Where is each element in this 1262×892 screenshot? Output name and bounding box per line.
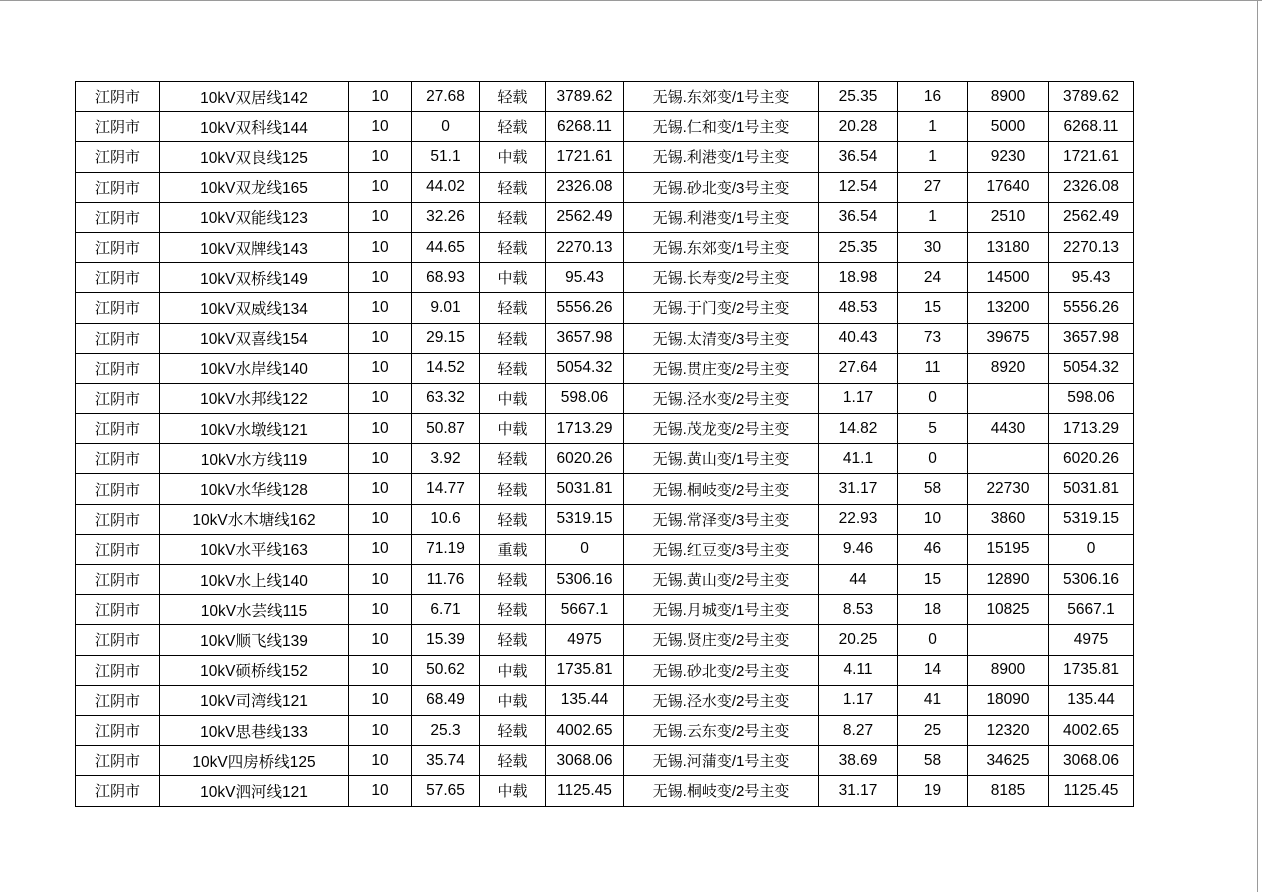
load-status-cell: 轻载	[480, 202, 546, 232]
capacity-cell	[968, 444, 1049, 474]
table-row	[76, 323, 1134, 353]
line-name-cell: 10kV双良线125	[160, 142, 349, 172]
transformer-cell: 无锡.茂龙变/2号主变	[624, 414, 819, 444]
transformer-load-rate-cell: 12.54	[819, 172, 898, 202]
capacity-cell: 8900	[968, 655, 1049, 685]
available-capacity-cell: 2270.13	[546, 232, 624, 262]
remaining-capacity-cell: 5031.81	[1049, 474, 1134, 504]
remaining-capacity-cell: 4002.65	[1049, 715, 1134, 745]
available-capacity-cell: 5031.81	[546, 474, 624, 504]
voltage-cell: 10	[349, 444, 412, 474]
transformer-load-rate-cell: 20.25	[819, 625, 898, 655]
transformer-cell: 无锡.砂北变/3号主变	[624, 172, 819, 202]
remaining-capacity-cell: 5054.32	[1049, 353, 1134, 383]
count-cell: 25	[898, 715, 968, 745]
transformer-cell: 无锡.泾水变/2号主变	[624, 685, 819, 715]
voltage-cell: 10	[349, 746, 412, 776]
capacity-cell: 14500	[968, 263, 1049, 293]
available-capacity-cell: 6268.11	[546, 112, 624, 142]
voltage-cell: 10	[349, 293, 412, 323]
city-cell: 江阴市	[76, 776, 160, 806]
transformer-cell: 无锡.东郊变/1号主变	[624, 82, 819, 112]
voltage-cell: 10	[349, 383, 412, 413]
remaining-capacity-cell: 135.44	[1049, 685, 1134, 715]
available-capacity-cell: 0	[546, 534, 624, 564]
voltage-cell: 10	[349, 595, 412, 625]
remaining-capacity-cell: 6268.11	[1049, 112, 1134, 142]
table-row	[76, 414, 1134, 444]
table-row	[76, 142, 1134, 172]
load-rate-cell: 6.71	[412, 595, 480, 625]
voltage-cell: 10	[349, 323, 412, 353]
remaining-capacity-cell: 0	[1049, 534, 1134, 564]
transformer-load-rate-cell: 44	[819, 565, 898, 595]
line-name-cell: 10kV双威线134	[160, 293, 349, 323]
capacity-cell: 13200	[968, 293, 1049, 323]
city-cell: 江阴市	[76, 263, 160, 293]
table-row	[76, 565, 1134, 595]
available-capacity-cell: 4975	[546, 625, 624, 655]
transformer-cell: 无锡.贤庄变/2号主变	[624, 625, 819, 655]
count-cell: 73	[898, 323, 968, 353]
table-row	[76, 172, 1134, 202]
table-row	[76, 112, 1134, 142]
line-name-cell: 10kV水墩线121	[160, 414, 349, 444]
transformer-cell: 无锡.太清变/3号主变	[624, 323, 819, 353]
count-cell: 5	[898, 414, 968, 444]
load-status-cell: 轻载	[480, 353, 546, 383]
count-cell: 0	[898, 625, 968, 655]
city-cell: 江阴市	[76, 383, 160, 413]
available-capacity-cell: 6020.26	[546, 444, 624, 474]
table-row	[76, 474, 1134, 504]
transformer-load-rate-cell: 8.53	[819, 595, 898, 625]
line-name-cell: 10kV司湾线121	[160, 685, 349, 715]
capacity-cell	[968, 625, 1049, 655]
voltage-cell: 10	[349, 534, 412, 564]
transformer-load-rate-cell: 9.46	[819, 534, 898, 564]
remaining-capacity-cell: 1721.61	[1049, 142, 1134, 172]
load-status-cell: 重载	[480, 534, 546, 564]
count-cell: 1	[898, 202, 968, 232]
load-status-cell: 轻载	[480, 323, 546, 353]
remaining-capacity-cell: 5556.26	[1049, 293, 1134, 323]
voltage-cell: 10	[349, 625, 412, 655]
line-name-cell: 10kV双桥线149	[160, 263, 349, 293]
load-status-cell: 轻载	[480, 715, 546, 745]
transformer-cell: 无锡.常泽变/3号主变	[624, 504, 819, 534]
load-status-cell: 轻载	[480, 565, 546, 595]
count-cell: 10	[898, 504, 968, 534]
capacity-cell: 8920	[968, 353, 1049, 383]
remaining-capacity-cell: 2562.49	[1049, 202, 1134, 232]
remaining-capacity-cell: 5306.16	[1049, 565, 1134, 595]
voltage-cell: 10	[349, 414, 412, 444]
load-rate-cell: 68.93	[412, 263, 480, 293]
transformer-cell: 无锡.贯庄变/2号主变	[624, 353, 819, 383]
city-cell: 江阴市	[76, 293, 160, 323]
capacity-cell: 8900	[968, 82, 1049, 112]
capacity-cell: 9230	[968, 142, 1049, 172]
voltage-cell: 10	[349, 142, 412, 172]
load-status-cell: 轻载	[480, 625, 546, 655]
page-right-border	[1257, 0, 1258, 892]
load-rate-cell: 10.6	[412, 504, 480, 534]
count-cell: 24	[898, 263, 968, 293]
remaining-capacity-cell: 1125.45	[1049, 776, 1134, 806]
load-rate-cell: 44.02	[412, 172, 480, 202]
transformer-cell: 无锡.砂北变/2号主变	[624, 655, 819, 685]
capacity-cell: 39675	[968, 323, 1049, 353]
city-cell: 江阴市	[76, 142, 160, 172]
voltage-cell: 10	[349, 172, 412, 202]
capacity-cell	[968, 383, 1049, 413]
count-cell: 0	[898, 444, 968, 474]
load-rate-cell: 29.15	[412, 323, 480, 353]
transformer-load-rate-cell: 4.11	[819, 655, 898, 685]
capacity-cell: 34625	[968, 746, 1049, 776]
load-status-cell: 轻载	[480, 746, 546, 776]
load-status-cell: 中载	[480, 383, 546, 413]
load-rate-cell: 50.87	[412, 414, 480, 444]
transformer-cell: 无锡.月城变/1号主变	[624, 595, 819, 625]
voltage-cell: 10	[349, 565, 412, 595]
load-status-cell: 中载	[480, 776, 546, 806]
load-rate-cell: 35.74	[412, 746, 480, 776]
count-cell: 41	[898, 685, 968, 715]
capacity-cell: 2510	[968, 202, 1049, 232]
count-cell: 27	[898, 172, 968, 202]
table-row	[76, 82, 1134, 112]
capacity-cell: 10825	[968, 595, 1049, 625]
transformer-load-rate-cell: 27.64	[819, 353, 898, 383]
count-cell: 18	[898, 595, 968, 625]
load-rate-cell: 71.19	[412, 534, 480, 564]
line-name-cell: 10kV双居线142	[160, 82, 349, 112]
load-status-cell: 中载	[480, 263, 546, 293]
transformer-cell: 无锡.黄山变/1号主变	[624, 444, 819, 474]
table-row	[76, 595, 1134, 625]
city-cell: 江阴市	[76, 534, 160, 564]
available-capacity-cell: 5319.15	[546, 504, 624, 534]
remaining-capacity-cell: 5667.1	[1049, 595, 1134, 625]
remaining-capacity-cell: 5319.15	[1049, 504, 1134, 534]
load-rate-cell: 3.92	[412, 444, 480, 474]
voltage-cell: 10	[349, 202, 412, 232]
city-cell: 江阴市	[76, 595, 160, 625]
remaining-capacity-cell: 6020.26	[1049, 444, 1134, 474]
voltage-cell: 10	[349, 82, 412, 112]
city-cell: 江阴市	[76, 414, 160, 444]
table-row	[76, 444, 1134, 474]
line-name-cell: 10kV水方线119	[160, 444, 349, 474]
load-status-cell: 轻载	[480, 172, 546, 202]
city-cell: 江阴市	[76, 232, 160, 262]
transformer-load-rate-cell: 25.35	[819, 232, 898, 262]
remaining-capacity-cell: 95.43	[1049, 263, 1134, 293]
available-capacity-cell: 1721.61	[546, 142, 624, 172]
table-row	[76, 776, 1134, 806]
voltage-cell: 10	[349, 263, 412, 293]
remaining-capacity-cell: 2270.13	[1049, 232, 1134, 262]
load-rate-cell: 44.65	[412, 232, 480, 262]
available-capacity-cell: 3068.06	[546, 746, 624, 776]
load-rate-cell: 14.52	[412, 353, 480, 383]
remaining-capacity-cell: 4975	[1049, 625, 1134, 655]
load-status-cell: 轻载	[480, 504, 546, 534]
transformer-load-rate-cell: 31.17	[819, 776, 898, 806]
load-status-cell: 中载	[480, 655, 546, 685]
load-rate-cell: 51.1	[412, 142, 480, 172]
transformer-cell: 无锡.于门变/2号主变	[624, 293, 819, 323]
capacity-cell: 13180	[968, 232, 1049, 262]
transformer-load-rate-cell: 25.35	[819, 82, 898, 112]
count-cell: 1	[898, 112, 968, 142]
city-cell: 江阴市	[76, 625, 160, 655]
transformer-load-rate-cell: 36.54	[819, 202, 898, 232]
city-cell: 江阴市	[76, 504, 160, 534]
transformer-cell: 无锡.桐岐变/2号主变	[624, 776, 819, 806]
table-row	[76, 625, 1134, 655]
table-row	[76, 655, 1134, 685]
line-name-cell: 10kV水邦线122	[160, 383, 349, 413]
count-cell: 15	[898, 565, 968, 595]
transformer-cell: 无锡.长寿变/2号主变	[624, 263, 819, 293]
load-status-cell: 轻载	[480, 112, 546, 142]
voltage-cell: 10	[349, 655, 412, 685]
transformer-load-rate-cell: 31.17	[819, 474, 898, 504]
line-name-cell: 10kV水平线163	[160, 534, 349, 564]
voltage-cell: 10	[349, 715, 412, 745]
available-capacity-cell: 5667.1	[546, 595, 624, 625]
voltage-cell: 10	[349, 353, 412, 383]
table-row	[76, 232, 1134, 262]
transformer-cell: 无锡.仁和变/1号主变	[624, 112, 819, 142]
capacity-cell: 4430	[968, 414, 1049, 444]
line-name-cell: 10kV水木塘线162	[160, 504, 349, 534]
transformer-cell: 无锡.黄山变/2号主变	[624, 565, 819, 595]
remaining-capacity-cell: 2326.08	[1049, 172, 1134, 202]
transformer-load-rate-cell: 48.53	[819, 293, 898, 323]
count-cell: 11	[898, 353, 968, 383]
transformer-cell: 无锡.利港变/1号主变	[624, 142, 819, 172]
city-cell: 江阴市	[76, 565, 160, 595]
page-top-border	[0, 0, 1262, 1]
city-cell: 江阴市	[76, 82, 160, 112]
city-cell: 江阴市	[76, 172, 160, 202]
load-rate-cell: 68.49	[412, 685, 480, 715]
voltage-cell: 10	[349, 776, 412, 806]
voltage-cell: 10	[349, 232, 412, 262]
available-capacity-cell: 1125.45	[546, 776, 624, 806]
feeder-load-table	[75, 81, 1134, 807]
capacity-cell: 12320	[968, 715, 1049, 745]
voltage-cell: 10	[349, 474, 412, 504]
line-name-cell: 10kV双能线123	[160, 202, 349, 232]
city-cell: 江阴市	[76, 746, 160, 776]
available-capacity-cell: 3657.98	[546, 323, 624, 353]
table-row	[76, 353, 1134, 383]
table-row	[76, 746, 1134, 776]
transformer-cell: 无锡.利港变/1号主变	[624, 202, 819, 232]
load-status-cell: 中载	[480, 414, 546, 444]
transformer-load-rate-cell: 41.1	[819, 444, 898, 474]
load-status-cell: 轻载	[480, 82, 546, 112]
line-name-cell: 10kV双科线144	[160, 112, 349, 142]
city-cell: 江阴市	[76, 444, 160, 474]
city-cell: 江阴市	[76, 112, 160, 142]
load-rate-cell: 15.39	[412, 625, 480, 655]
available-capacity-cell: 1735.81	[546, 655, 624, 685]
city-cell: 江阴市	[76, 323, 160, 353]
transformer-cell: 无锡.泾水变/2号主变	[624, 383, 819, 413]
line-name-cell: 10kV泗河线121	[160, 776, 349, 806]
transformer-load-rate-cell: 20.28	[819, 112, 898, 142]
city-cell: 江阴市	[76, 353, 160, 383]
voltage-cell: 10	[349, 685, 412, 715]
capacity-cell: 8185	[968, 776, 1049, 806]
transformer-load-rate-cell: 36.54	[819, 142, 898, 172]
load-status-cell: 轻载	[480, 595, 546, 625]
load-status-cell: 轻载	[480, 232, 546, 262]
line-name-cell: 10kV双龙线165	[160, 172, 349, 202]
table-row	[76, 504, 1134, 534]
transformer-load-rate-cell: 40.43	[819, 323, 898, 353]
count-cell: 58	[898, 474, 968, 504]
load-rate-cell: 9.01	[412, 293, 480, 323]
table-row	[76, 715, 1134, 745]
line-name-cell: 10kV顺飞线139	[160, 625, 349, 655]
voltage-cell: 10	[349, 504, 412, 534]
count-cell: 14	[898, 655, 968, 685]
available-capacity-cell: 95.43	[546, 263, 624, 293]
line-name-cell: 10kV思巷线133	[160, 715, 349, 745]
available-capacity-cell: 2562.49	[546, 202, 624, 232]
line-name-cell: 10kV水岸线140	[160, 353, 349, 383]
transformer-load-rate-cell: 14.82	[819, 414, 898, 444]
load-rate-cell: 27.68	[412, 82, 480, 112]
count-cell: 0	[898, 383, 968, 413]
remaining-capacity-cell: 1735.81	[1049, 655, 1134, 685]
transformer-cell: 无锡.红豆变/3号主变	[624, 534, 819, 564]
city-cell: 江阴市	[76, 202, 160, 232]
line-name-cell: 10kV硕桥线152	[160, 655, 349, 685]
table-row	[76, 202, 1134, 232]
load-rate-cell: 11.76	[412, 565, 480, 595]
table-row	[76, 685, 1134, 715]
capacity-cell: 18090	[968, 685, 1049, 715]
load-status-cell: 轻载	[480, 293, 546, 323]
load-rate-cell: 57.65	[412, 776, 480, 806]
city-cell: 江阴市	[76, 715, 160, 745]
line-name-cell: 10kV双喜线154	[160, 323, 349, 353]
transformer-load-rate-cell: 38.69	[819, 746, 898, 776]
available-capacity-cell: 1713.29	[546, 414, 624, 444]
available-capacity-cell: 3789.62	[546, 82, 624, 112]
available-capacity-cell: 135.44	[546, 685, 624, 715]
transformer-cell: 无锡.云东变/2号主变	[624, 715, 819, 745]
available-capacity-cell: 598.06	[546, 383, 624, 413]
line-name-cell: 10kV双牌线143	[160, 232, 349, 262]
load-status-cell: 中载	[480, 142, 546, 172]
capacity-cell: 5000	[968, 112, 1049, 142]
capacity-cell: 12890	[968, 565, 1049, 595]
available-capacity-cell: 4002.65	[546, 715, 624, 745]
transformer-load-rate-cell: 8.27	[819, 715, 898, 745]
capacity-cell: 15195	[968, 534, 1049, 564]
capacity-cell: 22730	[968, 474, 1049, 504]
transformer-cell: 无锡.东郊变/1号主变	[624, 232, 819, 262]
transformer-cell: 无锡.桐岐变/2号主变	[624, 474, 819, 504]
available-capacity-cell: 2326.08	[546, 172, 624, 202]
count-cell: 30	[898, 232, 968, 262]
remaining-capacity-cell: 3789.62	[1049, 82, 1134, 112]
load-status-cell: 中载	[480, 685, 546, 715]
remaining-capacity-cell: 1713.29	[1049, 414, 1134, 444]
city-cell: 江阴市	[76, 655, 160, 685]
line-name-cell: 10kV四房桥线125	[160, 746, 349, 776]
count-cell: 58	[898, 746, 968, 776]
count-cell: 15	[898, 293, 968, 323]
transformer-cell: 无锡.河蒲变/1号主变	[624, 746, 819, 776]
count-cell: 1	[898, 142, 968, 172]
available-capacity-cell: 5556.26	[546, 293, 624, 323]
load-rate-cell: 25.3	[412, 715, 480, 745]
transformer-load-rate-cell: 1.17	[819, 383, 898, 413]
remaining-capacity-cell: 3068.06	[1049, 746, 1134, 776]
remaining-capacity-cell: 3657.98	[1049, 323, 1134, 353]
capacity-cell: 3860	[968, 504, 1049, 534]
city-cell: 江阴市	[76, 685, 160, 715]
load-rate-cell: 32.26	[412, 202, 480, 232]
line-name-cell: 10kV水上线140	[160, 565, 349, 595]
load-rate-cell: 50.62	[412, 655, 480, 685]
table-row	[76, 263, 1134, 293]
table-row	[76, 293, 1134, 323]
load-rate-cell: 0	[412, 112, 480, 142]
count-cell: 16	[898, 82, 968, 112]
table-row	[76, 383, 1134, 413]
count-cell: 46	[898, 534, 968, 564]
line-name-cell: 10kV水华线128	[160, 474, 349, 504]
line-name-cell: 10kV水芸线115	[160, 595, 349, 625]
available-capacity-cell: 5054.32	[546, 353, 624, 383]
transformer-load-rate-cell: 1.17	[819, 685, 898, 715]
transformer-load-rate-cell: 22.93	[819, 504, 898, 534]
load-rate-cell: 14.77	[412, 474, 480, 504]
load-status-cell: 轻载	[480, 444, 546, 474]
load-status-cell: 轻载	[480, 474, 546, 504]
load-rate-cell: 63.32	[412, 383, 480, 413]
city-cell: 江阴市	[76, 474, 160, 504]
remaining-capacity-cell: 598.06	[1049, 383, 1134, 413]
voltage-cell: 10	[349, 112, 412, 142]
transformer-load-rate-cell: 18.98	[819, 263, 898, 293]
table-row	[76, 534, 1134, 564]
available-capacity-cell: 5306.16	[546, 565, 624, 595]
capacity-cell: 17640	[968, 172, 1049, 202]
count-cell: 19	[898, 776, 968, 806]
